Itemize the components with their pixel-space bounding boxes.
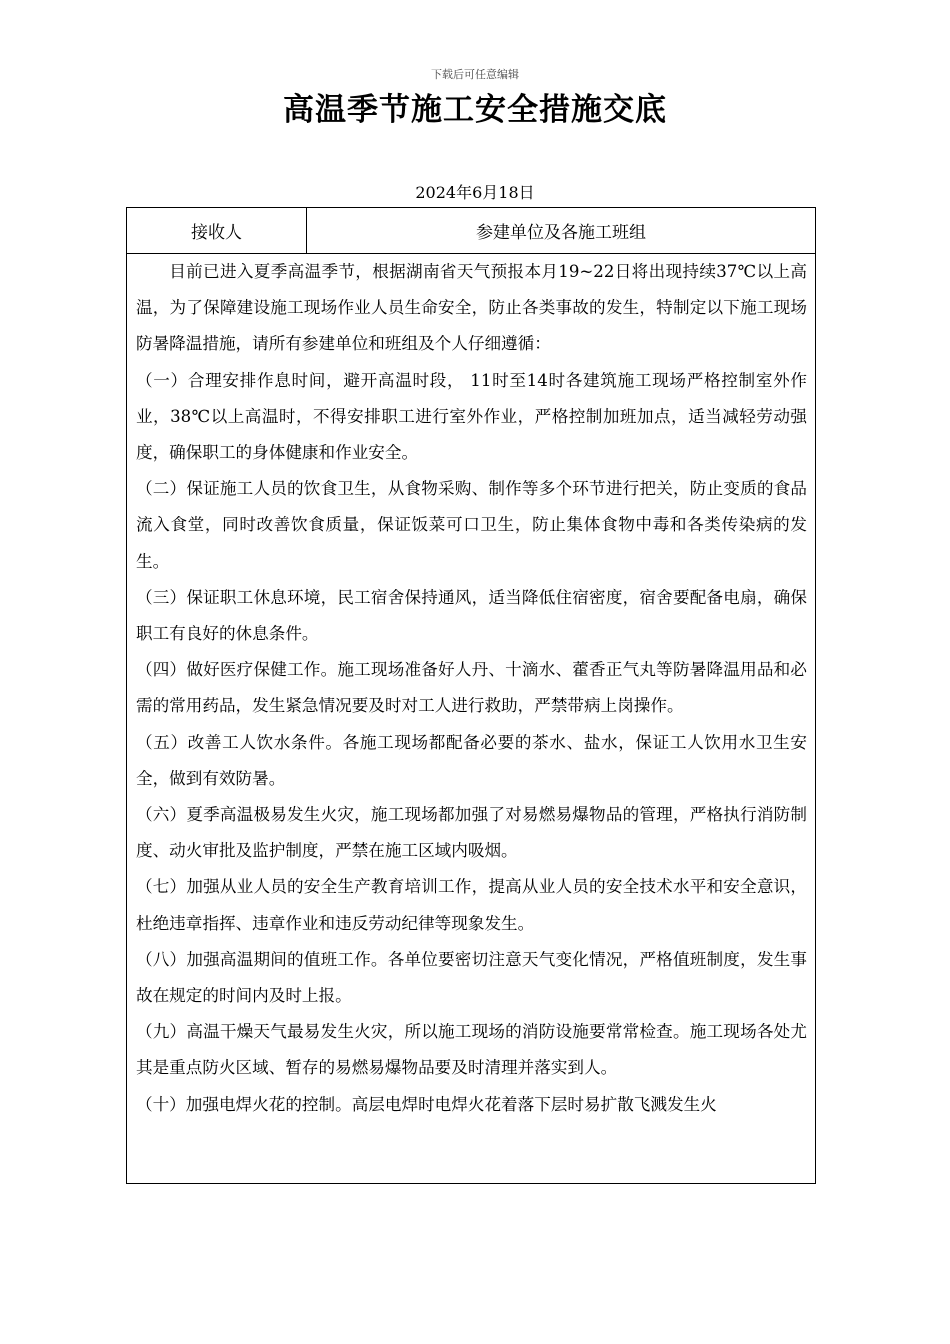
measure-item-9: （九）高温干燥天气最易发生火灾，所以施工现场的消防设施要常常检查。施工现场各处尤其是重点防火区域、暂存的易燃易爆物品要及时清理并落实到人。 xyxy=(136,1022,807,1078)
measure-item-6: （六）夏季高温极易发生火灾，施工现场都加强了对易燃易爆物品的管理，严格执行消防制度、动火审批及监护制度，严禁在施工区域内吸烟。 xyxy=(136,805,807,861)
document-title: 高温季节施工安全措施交底 xyxy=(283,92,667,128)
measure-item-5: （五）改善工人饮水条件。各施工现场都配备必要的茶水、盐水，保证工人饮用水卫生安全，做到有效防暑。 xyxy=(136,732,807,788)
receiver-value: 参建单位及各施工班组 xyxy=(307,208,816,254)
receiver-label: 接收人 xyxy=(127,208,307,254)
content-row xyxy=(127,254,816,1184)
intro-paragraph: 目前已进入夏季高温季节，根据湖南省天气预报本月19~22日将出现持续37℃以上高温，为了保障建设施工现场作业人员生命安全，防止各类事故的发生，特制定以下施工现场防暑降温措施，请所有参建单位和班组及个人仔细遵循： xyxy=(136,262,807,354)
disclosure-table xyxy=(126,207,816,1184)
watermark-text: 下载后可任意编辑 xyxy=(431,68,519,81)
measure-item-2: （二）保证施工人员的饮食卫生，从食物采购、制作等多个环节进行把关，防止变质的食品流入食堂，同时改善饮食质量，保证饭菜可口卫生，防止集体食物中毒和各类传染病的发生。 xyxy=(136,479,807,571)
document-date: 2024年6月18日 xyxy=(415,183,535,202)
content-cell xyxy=(127,254,816,1184)
measure-item-7: （七）加强从业人员的安全生产教育培训工作，提高从业人员的安全技术水平和安全意识，杜绝违章指挥、违章作业和违反劳动纪律等现象发生。 xyxy=(136,877,807,933)
measure-item-8: （八）加强高温期间的值班工作。各单位要密切注意天气变化情况，严格值班制度，发生事故在规定的时间内及时上报。 xyxy=(136,949,807,1006)
measure-item-4: （四）做好医疗保健工作。施工现场准备好人丹、十滴水、藿香正气丸等防暑降温用品和必需的常用药品，发生紧急情况要及时对工人进行救助，严禁带病上岗操作。 xyxy=(136,660,807,716)
measure-item-3: （三）保证职工休息环境，民工宿舍保持通风，适当降低住宿密度，宿舍要配备电扇，确保职工有良好的休息条件。 xyxy=(136,587,807,644)
measure-item-10: （十）加强电焊火花的控制。高层电焊时电焊火花着落下层时易扩散飞溅发生火 xyxy=(136,1094,717,1114)
measure-item-1: （一）合理安排作息时间，避开高温时段， 11时至14时各建筑施工现场严格控制室外作业，38℃以上高温时，不得安排职工进行室外作业，严格控制加班加点，适当减轻劳动强度，确保职工的身体健康和作业安全。 xyxy=(136,370,807,463)
receiver-row xyxy=(127,208,816,254)
